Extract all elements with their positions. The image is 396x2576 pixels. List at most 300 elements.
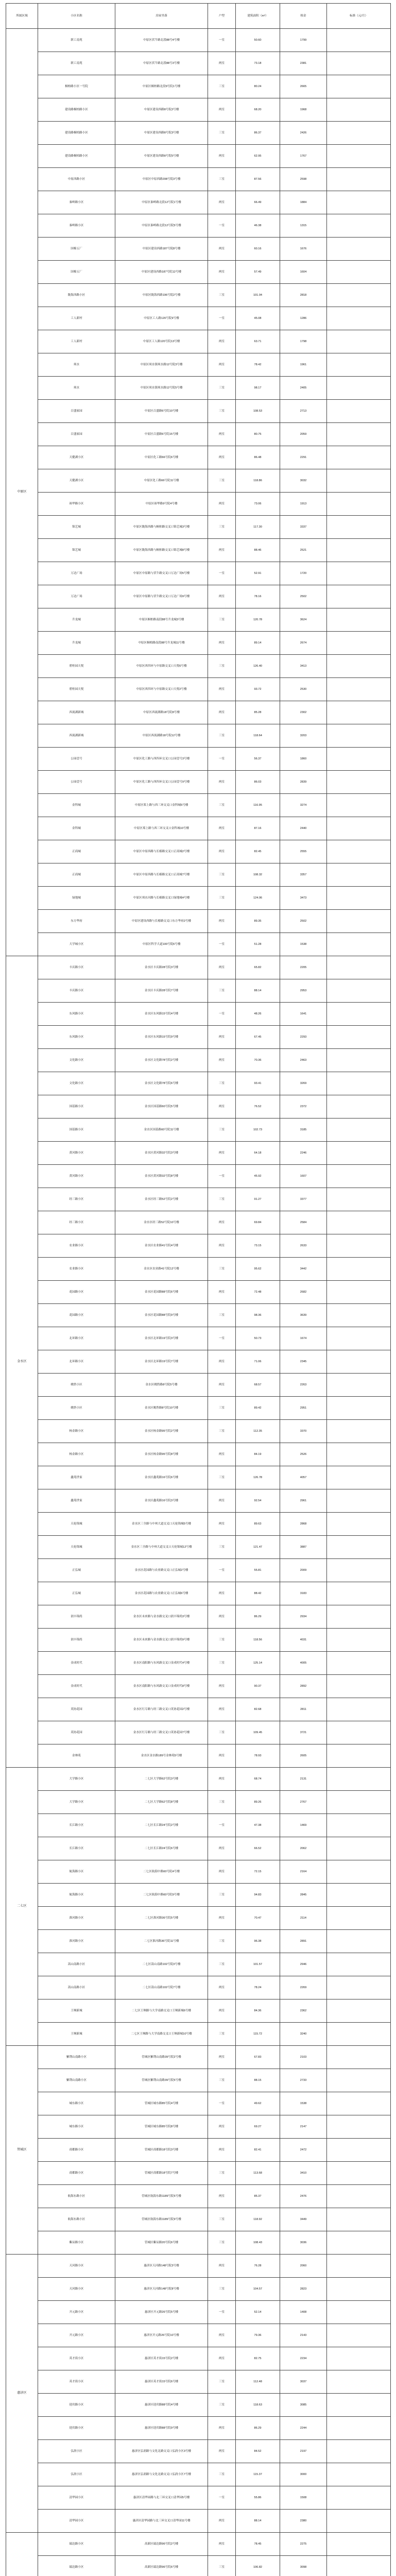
cell-address: 金水区鑫苑路16号院6号楼 [115, 1466, 208, 1489]
cell-area: 62.95 [236, 145, 280, 168]
cell-community: 碧桂园天悦 [38, 678, 115, 701]
cell-rent: 1641 [280, 1003, 327, 1026]
cell-community: 清华园小区 [38, 2486, 115, 2510]
cell-rent: 1408 [280, 2301, 327, 2324]
cell-layout: 两室 [208, 493, 236, 516]
table-row [6, 2069, 391, 2092]
cell-address: 惠济区英才街15号院6号楼 [115, 2370, 208, 2394]
table-row [6, 1281, 391, 1304]
cell-area: 50.73 [236, 1327, 280, 1350]
cell-rent: 1676 [280, 238, 327, 261]
cell-rent: 2060 [280, 2255, 327, 2278]
cell-address: 惠济区天河路148号院8号楼 [115, 2278, 208, 2301]
cell-rent: 2244 [280, 2417, 327, 2440]
cell-area: 76.28 [236, 2255, 280, 2278]
cell-area: 84.52 [236, 2440, 280, 2463]
cell-rent: 3240 [280, 2023, 327, 2046]
cell-rent: 1720 [280, 562, 327, 585]
cell-community: 须水 [38, 353, 115, 377]
cell-address: 管城区紫荆山南路39号院2号楼 [115, 2046, 208, 2069]
cell-community: 大学路小区 [38, 1768, 115, 1791]
cell-layout: 三室 [208, 2463, 236, 2486]
cell-rent-standard [327, 2510, 391, 2533]
cell-layout: 三室 [208, 794, 236, 817]
cell-area: 94.83 [236, 1884, 280, 1907]
cell-community: 东风路小区 [38, 1026, 115, 1049]
cell-address: 金水区红专路与经三路交叉口英协花园2号楼 [115, 1698, 208, 1721]
cell-address: 金水区南阳路与东风路交叉口金成时代4号楼 [115, 1652, 208, 1675]
cell-rent: 3098 [280, 2556, 327, 2576]
cell-rent-standard [327, 2255, 391, 2278]
cell-community: 丰庆路小区 [38, 956, 115, 979]
table-row [6, 2394, 391, 2417]
cell-rent-standard [327, 863, 391, 887]
table-row [6, 1559, 391, 1582]
cell-address: 中原区建设西路8号院5号楼 [115, 145, 208, 168]
cell-address: 管城区航海东路1189号院9号楼 [115, 2208, 208, 2231]
cell-rent-standard [327, 887, 391, 910]
cell-rent: 1315 [280, 214, 327, 238]
cell-community: 职工南苑 [38, 29, 115, 52]
header-address: 房屋坐落 [115, 4, 208, 29]
table-row [6, 29, 391, 52]
cell-area: 82.68 [236, 1698, 280, 1721]
cell-address: 中原区桐柏路北段9号院1号楼 [115, 75, 208, 98]
table-row [6, 887, 391, 910]
cell-community: 瑞达路小区 [38, 2533, 115, 2556]
cell-area: 71.06 [236, 1350, 280, 1374]
cell-rent-standard [327, 261, 391, 284]
cell-community: 天伦锦城 [38, 1513, 115, 1536]
cell-area: 60.16 [236, 238, 280, 261]
cell-community: 商都路小区 [38, 2162, 115, 2185]
cell-address: 金水区文化路78号院6号楼 [115, 1072, 208, 1095]
cell-rent: 3269 [280, 1072, 327, 1095]
cell-area: 90.37 [236, 1675, 280, 1698]
cell-rent-standard [327, 1837, 391, 1860]
cell-area: 45.92 [236, 1165, 280, 1188]
cell-community: 丰庆路小区 [38, 979, 115, 1003]
cell-layout: 三室 [208, 1536, 236, 1559]
cell-address: 中原区陇海西路与桐柏路交叉口锦艺城3号楼 [115, 516, 208, 539]
cell-community: 大学城小区 [38, 933, 115, 956]
cell-rent: 3274 [280, 794, 327, 817]
cell-address: 金水区南阳路与东风路交叉口金成时代8号楼 [115, 1675, 208, 1698]
cell-rent-standard [327, 1211, 391, 1234]
cell-rent-standard [327, 632, 391, 655]
cell-area: 89.35 [236, 910, 280, 933]
cell-rent: 2633 [280, 1234, 327, 1258]
cell-community: 大学路小区 [38, 1791, 115, 1814]
cell-rent: 2197 [280, 2440, 327, 2463]
cell-area: 95.62 [236, 1258, 280, 1281]
cell-district: 金水区 [6, 956, 38, 1768]
cell-address: 管城区商都路18号院3号楼 [115, 2139, 208, 2162]
cell-layout: 三室 [208, 2231, 236, 2255]
cell-rent-standard [327, 191, 391, 214]
cell-community: 东方华府 [38, 910, 115, 933]
cell-rent-standard [327, 1582, 391, 1605]
cell-address: 金水区丰庆路28号院7号楼 [115, 979, 208, 1003]
table-row [6, 1605, 391, 1629]
cell-address: 二七区淮河路36号院5号楼 [115, 1907, 208, 1930]
cell-rent-standard [327, 29, 391, 52]
cell-rent: 2164 [280, 1860, 327, 1884]
cell-rent-standard [327, 1652, 391, 1675]
cell-rent: 2246 [280, 1142, 327, 1165]
cell-community: 城东路小区 [38, 2092, 115, 2115]
table-row [6, 1884, 391, 1907]
table-row [6, 1374, 391, 1397]
cell-rent-standard [327, 2092, 391, 2115]
cell-rent: 2426 [280, 122, 327, 145]
cell-rent-standard [327, 2440, 391, 2463]
cell-community: 淮河路小区 [38, 1930, 115, 1953]
cell-rent-standard [327, 516, 391, 539]
cell-area: 85.28 [236, 701, 280, 724]
cell-rent-standard [327, 377, 391, 400]
cell-address: 中原区须水镇须水路12号院3号楼 [115, 353, 208, 377]
cell-address: 中原区中原西路208号院3号楼 [115, 168, 208, 191]
cell-community: 王垌新城 [38, 1999, 115, 2023]
table-row [6, 1675, 391, 1698]
cell-address: 高新区瑞达路96号院2号楼 [115, 2533, 208, 2556]
cell-area: 108.53 [236, 400, 280, 423]
cell-address: 惠济区迎宾路88号院9号楼 [115, 2417, 208, 2440]
cell-area: 68.20 [236, 98, 280, 122]
cell-address: 金水区三全路与中州大道交叉口天伦锦城5号楼 [115, 1513, 208, 1536]
cell-address: 中原区伏牛路北段88号3号楼 [115, 52, 208, 75]
cell-area: 51.28 [236, 933, 280, 956]
cell-rent: 2131 [280, 1768, 327, 1791]
cell-layout: 一室 [208, 1003, 236, 1026]
table-row [6, 307, 391, 330]
cell-rent: 2062 [280, 1837, 327, 1860]
table-row [6, 724, 391, 748]
cell-area: 67.45 [236, 1026, 280, 1049]
cell-rent: 2868 [280, 1513, 327, 1536]
cell-rent-standard [327, 608, 391, 632]
cell-address: 金水区经三路52号院10号楼 [115, 1211, 208, 1234]
cell-rent: 3036 [280, 2231, 327, 2255]
cell-address: 中原区建设西路8号院3号楼 [115, 122, 208, 145]
cell-community: 航海东路小区 [38, 2208, 115, 2231]
cell-address: 二七区长江路24号院2号楼 [115, 1814, 208, 1837]
table-row [6, 516, 391, 539]
cell-area: 89.42 [236, 1397, 280, 1420]
cell-layout: 两室 [208, 353, 236, 377]
cell-rent-standard [327, 1976, 391, 1999]
table-header [6, 4, 391, 29]
cell-rent-standard [327, 1281, 391, 1304]
cell-layout: 三室 [208, 1629, 236, 1652]
header-area: 建筑面积（m²） [236, 4, 280, 29]
cell-layout: 三室 [208, 608, 236, 632]
cell-layout: 三室 [208, 2162, 236, 2185]
cell-area: 118.63 [236, 2394, 280, 2417]
cell-rent: 3721 [280, 1721, 327, 1744]
cell-layout: 两室 [208, 1860, 236, 1884]
cell-area: 55.81 [236, 1559, 280, 1582]
cell-rent-standard [327, 794, 391, 817]
header-rent: 租金 [280, 4, 327, 29]
cell-area: 72.15 [236, 1860, 280, 1884]
table-row [6, 2023, 391, 2046]
cell-community: 裕华路小区 [38, 493, 115, 516]
cell-area: 104.57 [236, 2278, 280, 2301]
cell-address: 金水区丰庆路28号院3号楼 [115, 956, 208, 979]
cell-area: 98.17 [236, 377, 280, 400]
cell-community: 万达广场 [38, 585, 115, 608]
cell-area: 106.82 [236, 2556, 280, 2576]
cell-rent: 1604 [280, 261, 327, 284]
cell-rent: 2147 [280, 2115, 327, 2139]
cell-rent-standard [327, 2069, 391, 2092]
cell-rent: 1913 [280, 493, 327, 516]
table-row [6, 2092, 391, 2115]
cell-layout: 三室 [208, 377, 236, 400]
cell-community: 紫荆山南路小区 [38, 2046, 115, 2069]
cell-address: 金水区经三路52号院2号楼 [115, 1188, 208, 1211]
cell-area: 85.37 [236, 2185, 280, 2208]
cell-area: 96.38 [236, 1930, 280, 1953]
cell-rent-standard [327, 2046, 391, 2069]
cell-layout: 两室 [208, 1281, 236, 1304]
table-row [6, 284, 391, 307]
cell-area: 88.46 [236, 539, 280, 562]
cell-layout: 两室 [208, 2347, 236, 2370]
table-row [6, 52, 391, 75]
cell-address: 管城区航海东路1189号院5号楼 [115, 2185, 208, 2208]
table-row [6, 863, 391, 887]
cell-address: 中原区中原西路与长椿路交叉口正商城2号楼 [115, 840, 208, 863]
table-row [6, 191, 391, 214]
cell-area: 48.26 [236, 1003, 280, 1026]
cell-area: 52.91 [236, 562, 280, 585]
cell-rent: 3370 [280, 1420, 327, 1443]
cell-address: 中原区百盛路6号院15号楼 [115, 423, 208, 446]
cell-area: 118.56 [236, 1629, 280, 1652]
cell-layout: 三室 [208, 2370, 236, 2394]
cell-community: 碧桂园天悦 [38, 655, 115, 678]
cell-rent: 2205 [280, 956, 327, 979]
cell-rent: 3203 [280, 724, 327, 748]
cell-address: 惠济区弘润路与文化北路交叉口弘润小区7号楼 [115, 2463, 208, 2486]
cell-address: 惠济区弘润路与文化北路交叉口弘润小区3号楼 [115, 2440, 208, 2463]
cell-address: 二七区王垌路与大学南路交叉口王垌新城6号楼 [115, 1999, 208, 2023]
cell-layout: 三室 [208, 2394, 236, 2417]
cell-community: 弘润小区 [38, 2440, 115, 2463]
table-row [6, 1420, 391, 1443]
cell-community: 天河路小区 [38, 2255, 115, 2278]
cell-rent-standard [327, 2185, 391, 2208]
cell-layout: 两室 [208, 2046, 236, 2069]
table-row [6, 1837, 391, 1860]
table-row [6, 2463, 391, 2486]
cell-community: 国基路小区 [38, 1118, 115, 1142]
cell-rent-standard [327, 2208, 391, 2231]
cell-rent: 2143 [280, 2324, 327, 2347]
table-row [6, 1466, 391, 1489]
cell-community: 桐柏路小区一号院 [38, 75, 115, 98]
cell-layout: 一室 [208, 214, 236, 238]
cell-rent-standard [327, 1374, 391, 1397]
cell-address: 中原区中原路与伏牛路交叉口万达广场9号楼 [115, 585, 208, 608]
cell-rent: 2584 [280, 1211, 327, 1234]
cell-address: 金水区杨金路95号院2号楼 [115, 1420, 208, 1443]
table-row [6, 817, 391, 840]
cell-rent: 2372 [280, 1095, 327, 1118]
cell-rent-standard [327, 1629, 391, 1652]
cell-community: 天健湖小区 [38, 469, 115, 493]
cell-layout: 一室 [208, 2092, 236, 2115]
table-row [6, 748, 391, 771]
cell-layout: 三室 [208, 887, 236, 910]
cell-address: 金水区三全路与中州大道交叉口天伦锦城12号楼 [115, 1536, 208, 1559]
cell-address: 中原区建设西路187号院12号楼 [115, 261, 208, 284]
cell-area: 67.83 [236, 2046, 280, 2069]
cell-area: 76.52 [236, 1095, 280, 1118]
cell-rent: 2892 [280, 1675, 327, 1698]
cell-community: 杨金路小区 [38, 1443, 115, 1466]
table-row [6, 214, 391, 238]
table-row [6, 1072, 391, 1095]
cell-area: 73.18 [236, 52, 280, 75]
table-row [6, 238, 391, 261]
cell-rent-standard [327, 98, 391, 122]
cell-layout: 两室 [208, 2255, 236, 2278]
cell-area: 78.42 [236, 353, 280, 377]
cell-layout: 两室 [208, 145, 236, 168]
cell-address: 金水区金水路189号金林苑5号楼 [115, 1744, 208, 1768]
cell-area: 82.45 [236, 840, 280, 863]
cell-rent: 1538 [280, 933, 327, 956]
cell-rent: 1538 [280, 2092, 327, 2115]
table-row [6, 678, 391, 701]
cell-area: 73.06 [236, 493, 280, 516]
cell-layout: 一室 [208, 29, 236, 52]
cell-address: 二七区淮河路36号院11号楼 [115, 1930, 208, 1953]
cell-rent-standard [327, 122, 391, 145]
cell-area: 125.14 [236, 1652, 280, 1675]
table-row [6, 98, 391, 122]
table-row [6, 2533, 391, 2556]
cell-rent: 1968 [280, 98, 327, 122]
cell-community: 花园路小区 [38, 1304, 115, 1327]
cell-community: 黄河路小区 [38, 1165, 115, 1188]
cell-rent: 2009 [280, 1559, 327, 1582]
cell-rent-standard [327, 1884, 391, 1907]
cell-rent-standard [327, 655, 391, 678]
cell-rent: 2269 [280, 1976, 327, 1999]
cell-address: 管城区紫荆山南路39号院5号楼 [115, 2069, 208, 2092]
cell-layout: 两室 [208, 52, 236, 75]
cell-community: 金成时代 [38, 1675, 115, 1698]
cell-rent: 2362 [280, 1999, 327, 2023]
cell-layout: 一室 [208, 1559, 236, 1582]
cell-address: 中原区建设西路187号院8号楼 [115, 238, 208, 261]
cell-community: 建设路桐柏路小区 [38, 122, 115, 145]
cell-area: 66.52 [236, 1837, 280, 1860]
cell-rent: 2059 [280, 423, 327, 446]
cell-rent: 2234 [280, 2347, 327, 2370]
cell-address: 金水区未来路与金水路交叉口润丰锦尚3号楼 [115, 1605, 208, 1629]
cell-rent-standard [327, 1188, 391, 1211]
cell-rent-standard [327, 1026, 391, 1049]
cell-rent-standard [327, 330, 391, 353]
cell-rent: 3410 [280, 2162, 327, 2185]
table-row [6, 1536, 391, 1559]
cell-rent: 2293 [280, 1026, 327, 1049]
cell-layout: 两室 [208, 1026, 236, 1049]
table-row [6, 1953, 391, 1976]
table-row [6, 1234, 391, 1258]
cell-district: 中原区 [6, 29, 38, 956]
table-row [6, 1258, 391, 1281]
cell-address: 惠济区清华园路与北三环交叉口清华园5号楼 [115, 2486, 208, 2510]
cell-rent-standard [327, 1327, 391, 1350]
table-row [6, 377, 391, 400]
cell-area: 87.16 [236, 817, 280, 840]
cell-community: 瑞达路小区 [38, 2556, 115, 2576]
cell-rent: 2263 [280, 1374, 327, 1397]
cell-rent: 2345 [280, 1350, 327, 1374]
cell-address: 金水区花园路与农业路交叉口正弘城6号楼 [115, 1582, 208, 1605]
cell-community: 城东路小区 [38, 2115, 115, 2139]
cell-rent: 2961 [280, 1489, 327, 1513]
cell-rent: 3037 [280, 2370, 327, 2394]
cell-rent-standard [327, 956, 391, 979]
cell-rent: 3473 [280, 887, 327, 910]
cell-rent-standard [327, 979, 391, 1003]
cell-rent-standard [327, 1559, 391, 1582]
cell-community: 天伦锦城 [38, 1536, 115, 1559]
cell-area: 84.19 [236, 1443, 280, 1466]
cell-layout: 两室 [208, 539, 236, 562]
cell-address: 金水区文化路78号院2号楼 [115, 1049, 208, 1072]
cell-address: 管城区紫辰路20号院6号楼 [115, 2231, 208, 2255]
cell-address: 二七区嵩山南路102号院7号楼 [115, 1976, 208, 1999]
cell-rent-standard [327, 1397, 391, 1420]
table-row [6, 701, 391, 724]
table-row [6, 2278, 391, 2301]
cell-rent-standard [327, 678, 391, 701]
table-row [6, 493, 391, 516]
cell-rent-standard [327, 1420, 391, 1443]
cell-area: 82.75 [236, 2347, 280, 2370]
cell-address: 惠济区迎宾路88号院4号楼 [115, 2394, 208, 2417]
table-row [6, 1026, 391, 1049]
table-row [6, 1304, 391, 1327]
cell-area: 57.49 [236, 261, 280, 284]
cell-layout: 三室 [208, 1884, 236, 1907]
cell-area: 73.15 [236, 1234, 280, 1258]
cell-rent: 3442 [280, 1258, 327, 1281]
cell-rent: 2598 [280, 168, 327, 191]
cell-rent-standard [327, 1744, 391, 1768]
cell-rent-standard [327, 1072, 391, 1095]
cell-layout: 三室 [208, 75, 236, 98]
cell-layout: 一室 [208, 2486, 236, 2510]
cell-layout: 两室 [208, 238, 236, 261]
cell-rent: 2502 [280, 910, 327, 933]
cell-rent-standard [327, 1466, 391, 1489]
cell-area: 89.63 [236, 1513, 280, 1536]
cell-layout: 两室 [208, 2417, 236, 2440]
cell-area: 98.36 [236, 1304, 280, 1327]
table-row [6, 2417, 391, 2440]
cell-community: 北环路小区 [38, 1350, 115, 1374]
